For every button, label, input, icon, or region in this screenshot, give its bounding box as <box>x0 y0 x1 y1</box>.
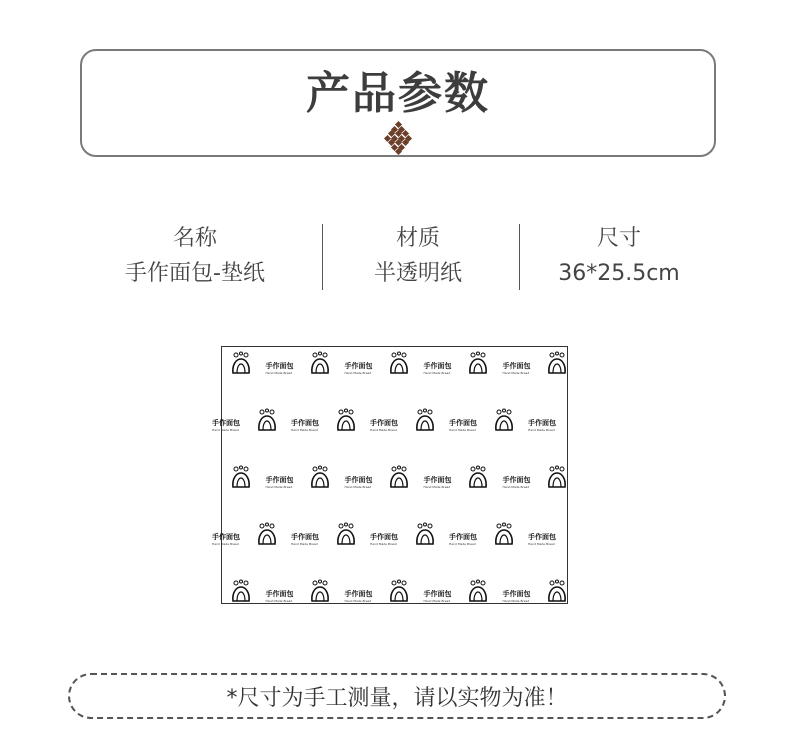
bread-icon <box>414 522 436 546</box>
paper-logo-text: 手作面包 Hand Made Bread <box>423 476 452 489</box>
bread-icon <box>309 351 331 375</box>
paper-logo-text: 手作面包 Hand Made Bread <box>212 419 240 432</box>
product-paper-image <box>212 346 568 604</box>
spec-material <box>318 222 518 292</box>
bread-icon <box>388 579 410 603</box>
paper-logo-text: 手作面包 Hand Made Bread <box>344 590 373 603</box>
paper-logo-text: 手作面包 Hand Made Bread <box>423 590 452 603</box>
paper-logo-text: 手作面包 Hand Made Bread <box>291 533 319 546</box>
bread-icon <box>309 465 331 489</box>
paper-logo-text: 手作面包 Hand Made Bread <box>502 590 531 603</box>
bread-icon <box>335 408 357 432</box>
bread-icon <box>414 408 436 432</box>
spec-value: 手作面包-垫纸 <box>125 261 265 286</box>
bread-icon <box>230 579 252 603</box>
paper-logo-text: 手作面包 Hand Made Bread <box>449 419 477 432</box>
measurement-note: *尺寸为手工测量，请以实物为准！ <box>226 686 568 711</box>
spec-label: 尺寸 <box>596 226 641 251</box>
paper-logo-text: 手作面包 Hand Made Bread <box>502 362 531 375</box>
paper-logo-text: 手作面包 Hand Made Bread <box>212 533 240 546</box>
bread-icon <box>546 465 568 489</box>
spec-name <box>95 222 295 292</box>
bread-icon <box>388 465 410 489</box>
bread-icon <box>230 465 252 489</box>
paper-logo-text: 手作面包 Hand Made Bread <box>344 362 373 375</box>
bread-icon <box>388 351 410 375</box>
bread-icon <box>546 579 568 603</box>
bread-icon <box>546 351 568 375</box>
bread-icon <box>256 522 278 546</box>
spec-table <box>0 222 790 292</box>
bread-icon <box>230 351 252 375</box>
paper-logo-text: 手作面包 Hand Made Bread <box>291 419 319 432</box>
diamond-pattern-icon <box>382 121 414 153</box>
paper-logo-text: 手作面包 Hand Made Bread <box>423 362 452 375</box>
paper-logo-text: 手作面包 Hand Made Bread <box>449 533 477 546</box>
paper-logo-text: 手作面包 Hand Made Bread <box>528 419 556 432</box>
spec-value: 36*25.5cm <box>558 261 680 286</box>
bread-icon <box>493 522 515 546</box>
paper-logo-text: 手作面包 Hand Made Bread <box>370 419 398 432</box>
paper-logo-text: 手作面包 Hand Made Bread <box>344 476 373 489</box>
bread-icon <box>467 465 489 489</box>
bread-icon <box>493 408 515 432</box>
page-title: 产品参数 <box>306 68 490 119</box>
bread-icon <box>467 579 489 603</box>
paper-logo-text: 手作面包 Hand Made Bread <box>370 533 398 546</box>
paper-logo-text: 手作面包 Hand Made Bread <box>265 362 294 375</box>
spec-value: 半透明纸 <box>373 261 462 286</box>
bread-icon <box>467 351 489 375</box>
paper-logo-text: 手作面包 Hand Made Bread <box>502 476 531 489</box>
bread-icon <box>309 579 331 603</box>
paper-logo-text: 手作面包 Hand Made Bread <box>528 533 556 546</box>
spec-size <box>519 222 719 292</box>
paper-logo-text: 手作面包 Hand Made Bread <box>265 476 294 489</box>
note-panel <box>68 673 726 719</box>
spec-label: 材质 <box>395 226 440 251</box>
bread-icon <box>256 408 278 432</box>
spec-label: 名称 <box>172 226 217 251</box>
bread-icon <box>335 522 357 546</box>
paper-logo-text: 手作面包 Hand Made Bread <box>265 590 294 603</box>
title-panel <box>80 49 716 157</box>
